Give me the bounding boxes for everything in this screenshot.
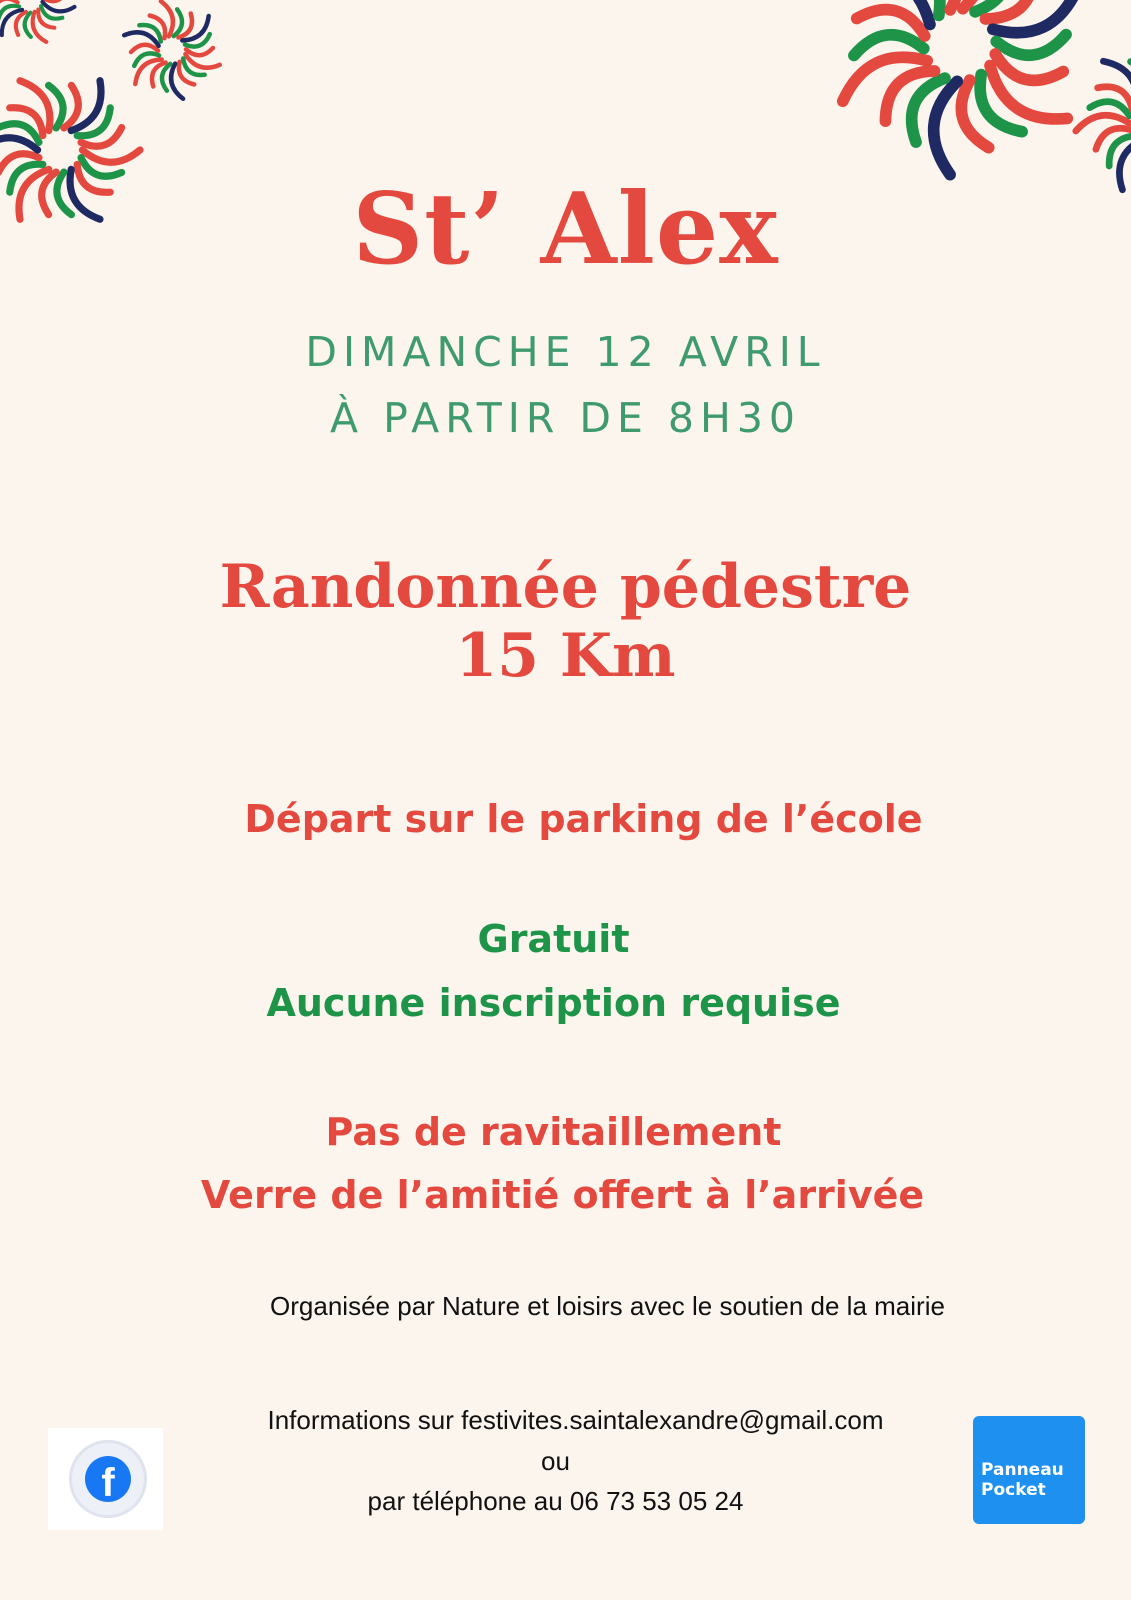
firework-petal bbox=[2, 10, 22, 35]
contact-email-line: Informations sur festivites.saintalexandre@gmail.com bbox=[267, 1405, 884, 1435]
contact-phone-line: par téléphone au 06 73 53 05 24 bbox=[367, 1486, 744, 1516]
panneau-pocket-label-2: Pocket bbox=[981, 1480, 1046, 1500]
firework-petal bbox=[42, 2, 74, 11]
free-label: Gratuit bbox=[477, 917, 630, 961]
firework-petal bbox=[42, 0, 66, 1]
no-refreshment-label: Pas de ravitaillement bbox=[325, 1110, 782, 1154]
event-date: DIMANCHE 12 AVRIL bbox=[305, 328, 826, 376]
facebook-icon-ring bbox=[69, 1440, 147, 1518]
no-registration-label: Aucune inscription requise bbox=[266, 981, 841, 1025]
facebook-logo[interactable] bbox=[48, 1428, 163, 1530]
departure-info: Départ sur le parking de l’école bbox=[244, 797, 923, 841]
panneau-pocket-label: Panneau bbox=[981, 1460, 1064, 1480]
firework-petal bbox=[25, 13, 31, 37]
panneau-pocket-logo[interactable] bbox=[973, 1416, 1085, 1524]
facebook-icon: f bbox=[85, 1456, 131, 1502]
welcome-drink-label: Verre de l’amitié offert à l’arrivée bbox=[200, 1173, 925, 1217]
event-name: Randonnée pédestre bbox=[219, 552, 912, 622]
event-time: À PARTIR DE 8H30 bbox=[330, 394, 801, 442]
organizer-text: Organisée par Nature et loisirs avec le soutien de la mairie bbox=[270, 1291, 945, 1321]
page-title: St’ Alex bbox=[352, 172, 779, 287]
contact-or: ou bbox=[541, 1446, 570, 1476]
event-distance: 15 Km bbox=[455, 621, 676, 691]
